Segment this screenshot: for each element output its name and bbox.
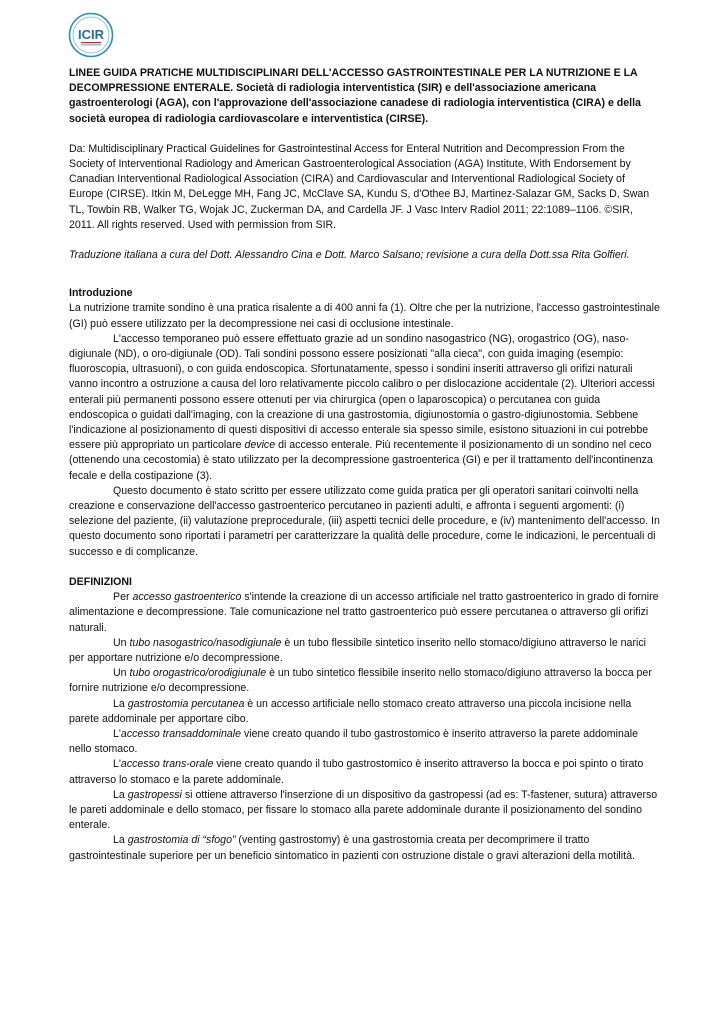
section-heading-introduzione: Introduzione: [69, 287, 133, 300]
icir-logo: [68, 12, 114, 58]
definition-item: Per accesso gastroenterico s'intende la creazione di un accesso artificiale nel tratto gastroenterico in grado di fornire alimentazione e decompressione. Tale comunicazione nel tratto gastroenterico può essere percutanea o attraverso gli orifizi naturali.: [69, 591, 659, 634]
intro-paragraph-2: L'accesso temporaneo può essere effettuato grazie ad un sondino nasogastrico (NG), orogastrico (OG), naso-digiunale (ND), o oro-digiunale (OD). Tali sondini possono essere posizionati "alla cieca", con guida imaging (esempio: fluoroscopia, ultrasuoni), o con guida endoscopica. Sfortunatamente, spesso i sondini inseriti attraverso gli orifizi naturali vanno incontro a ostruzione a causa del loro relativamente piccolo calibro o per dislocazione accidentale (2). Ulteriori accessi enterali più permanenti possono essere ottenuti per via chirurgica (open o laparoscopica) o percutanea con guida endoscopica o guidati dall'imaging, con la creazione di una gastrostomia, digiunostomia o gastro-digiunostomia. Sebbene l'indicazione al posizionamento di questi dispositivi di accesso enterale sia spesso simile, esistono situazioni in cui potrebbe essere più appropriato un particolare device di accesso enterale. Più recentemente il posizionamento di un sondino nel ceco (ottenendo una cecostomia) è stato utilizzato per la decompressione gastroenterica (GI) e per il trattamento dell'incontinenza fecale e della costipazione (3).: [69, 332, 655, 482]
document-title: LINEE GUIDA PRATICHE MULTIDISCIPLINARI DELL'ACCESSO GASTROINTESTINALE PER LA NUTRIZIONE E LA DECOMPRESSIONE ENTERALE. Società di radiologia interventistica (SIR) e dell'associazione americana gastroenterologi (AGA), con l'approvazione dell'associazione canadese di radiologia interventistica (CIRA) e della società europea di radiologia cardiovascolare e interventistica (CIRSE).: [69, 67, 641, 125]
definition-item: La gastropessi si ottiene attraverso l'inserzione di un dispositivo da gastropessi (ad es: T-fastener, sutura) attraverso le pareti addominale e dello stomaco, per fissare lo stomaco alla parete addominale durante il posizionamento del sondino enterale.: [69, 788, 658, 832]
definition-item: Un tubo orogastrico/orodigiunale è un tubo sintetico flessibile inserito nello stomaco/digiuno attraverso la bocca per fornire nutrizione e/o decompressione.: [69, 667, 652, 695]
svg-text:ICIR: ICIR: [78, 27, 104, 42]
source-citation: Da: Multidisciplinary Practical Guidelines for Gastrointestinal Access for Enteral Nutrition and Decompression From the Society of Interventional Radiology and American Gastroenterological Association (AGA) Institute, With Endorsement by Canadian Interventional Radiological Association (CIRA) and Cardiovascular and Interventional Radiological Society of Europe (CIRSE). Itkin M, DeLegge MH, Fang JC, McClave SA, Kundu S, d'Othee BJ, Martinez-Salazar GM, Sacks D, Swan TL, Towbin RB, Walker TG, Wojak JC, Zuckerman DA, and Cardella JF. J Vasc Interv Radiol 2011; 22:1089–1106. ©SIR, 2011. All rights reserved. Used with permission from SIR.: [69, 142, 650, 231]
definition-item: La gastrostomia di “sfogo” (venting gastrostomy) è una gastrostomia creata per decomprimere il tratto gastrointestinale superiore per un beneficio sintomatico in pazienti con ostruzione distale o gravi alterazioni della motilità.: [69, 834, 635, 862]
intro-paragraph-1: La nutrizione tramite sondino è una pratica risalente a di 400 anni fa (1). Oltre che per la nutrizione, l'accesso gastrointestinale (GI) può essere utilizzato per la decompressione nei casi di occlusione intestinale.: [69, 302, 660, 330]
definition-item: La gastrostomia percutanea è un accesso artificiale nello stomaco creato attraverso una piccola incisione nella parete addominale per apportare cibo.: [69, 697, 632, 725]
definition-item: L'accesso transaddominale viene creato quando il tubo gastrostomico è inserito attraverso la parete addominale nello stomaco.: [69, 727, 638, 756]
intro-paragraph-3: Questo documento è stato scritto per essere utilizzato come guida pratica per gli operatori sanitari coinvolti nella creazione e conservazione dell'accesso gastroenterico percutaneo in pazienti adulti, e affronta i seguenti argomenti: (i) selezione del paziente, (ii) valutazione preprocedurale, (iii) aspetti tecnici delle procedure, e (iv) mantenimento dell'accesso. In questo documento sono riportati i parametri per caratterizzare la qualità delle procedure, come le indicazioni, le percentuali di successo e di complicanze.: [69, 484, 660, 558]
section-heading-definizioni: DEFINIZIONI: [69, 575, 132, 588]
definition-item: Un tubo nasogastrico/nasodigiunale è un tubo flessibile sintetico inserito nello stomaco/digiuno attraverso le narici per apportare nutrizione e/o decompressione.: [69, 636, 646, 664]
document-body: [69, 66, 661, 864]
definition-item: L'accesso trans-orale viene creato quando il tubo gastrostomico è inserito attraverso la bocca e poi spinto o tirato attraverso lo stomaco e la parete addominale.: [69, 758, 644, 786]
translation-credit: Traduzione italiana a cura del Dott. Alessandro Cina e Dott. Marco Salsano; revisione a cura della Dott.ssa Rita Golfieri.: [69, 249, 630, 262]
